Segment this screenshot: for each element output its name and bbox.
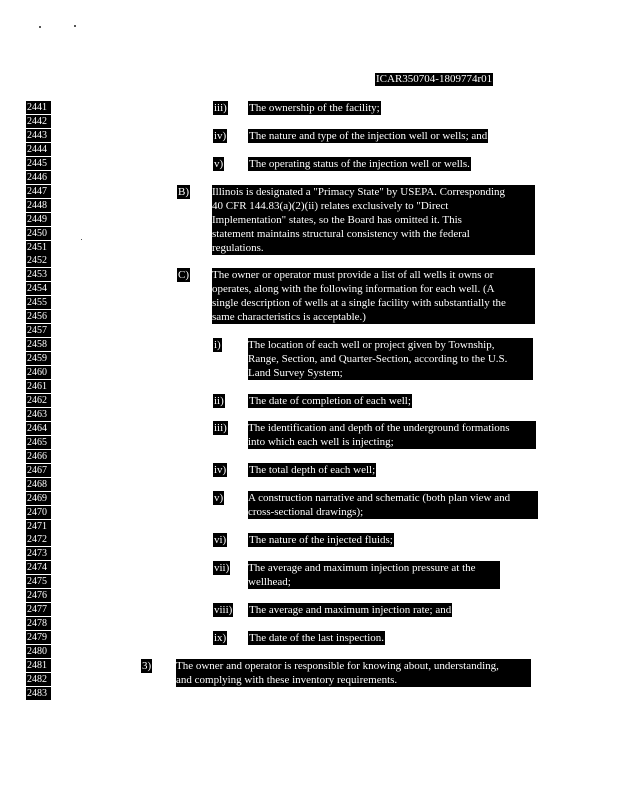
item-label: i) — [214, 339, 221, 351]
paragraph-line: wellhead; — [248, 576, 291, 588]
item-label: iii) — [214, 422, 227, 434]
line-number: 2473 — [26, 547, 51, 560]
item-label: B) — [178, 186, 189, 198]
paragraph-line: into which each well is injecting; — [248, 436, 394, 448]
line-number: 2442 — [26, 115, 51, 128]
line-number: 2453 — [26, 268, 51, 281]
line-number: 2462 — [26, 394, 51, 407]
item-text: The date of completion of each well; — [249, 395, 411, 407]
line-number: 2457 — [26, 324, 51, 337]
item-label: vii) — [214, 562, 230, 574]
paragraph-line: The owner or operator must provide a list of all wells it owns or — [212, 269, 494, 281]
paragraph-line: The identification and depth of the underground formations — [248, 422, 510, 434]
line-number: 2467 — [26, 464, 51, 477]
paragraph-line: Land Survey System; — [248, 367, 343, 379]
document-code-header: ICAR350704-1809774r01 — [376, 73, 493, 85]
paragraph-line: statement maintains structural consistency with the federal — [212, 228, 470, 240]
paragraph-line: same characteristics is acceptable.) — [212, 311, 366, 323]
item-text: The ownership of the facility; — [249, 102, 380, 114]
line-number: 2471 — [26, 520, 51, 533]
line-number: 2443 — [26, 129, 51, 142]
line-number: 2455 — [26, 296, 51, 309]
line-number: 2477 — [26, 603, 51, 616]
line-number: 2468 — [26, 478, 51, 491]
paragraph-line: A construction narrative and schematic (both plan view and — [248, 492, 511, 504]
item-label: vi) — [214, 534, 227, 546]
paragraph-line: operates, along with the following information for each well. (A — [212, 283, 495, 295]
line-number: 2469 — [26, 492, 51, 505]
line-number: 2459 — [26, 352, 51, 365]
paragraph-line: The owner and operator is responsible for knowing about, understanding, — [176, 660, 499, 672]
paragraph-line: Range, Section, and Quarter-Section, according to the U.S. — [248, 353, 508, 365]
item-label: iv) — [214, 130, 227, 142]
paragraph-line: Illinois is designated a "Primacy State" by USEPA. Corresponding — [212, 186, 506, 198]
item-text: The total depth of each well; — [249, 464, 376, 476]
scan-speck — [74, 25, 76, 27]
paragraph-c-i — [248, 338, 533, 380]
item-text: The nature of the injected fluids; — [249, 534, 393, 546]
line-number: 2481 — [26, 659, 51, 672]
line-number: 2470 — [26, 506, 51, 519]
paragraph-line: cross-sectional drawings); — [248, 506, 364, 518]
scan-speck — [81, 239, 82, 240]
line-number: 2446 — [26, 171, 51, 184]
line-number: 2456 — [26, 310, 51, 323]
paragraph-B — [212, 185, 535, 255]
item-text: The nature and type of the injection well or wells; and — [249, 130, 488, 142]
scan-speck — [39, 26, 41, 28]
paragraph-line: Implementation" states, so the Board has omitted it. This — [212, 214, 462, 226]
line-number: 2474 — [26, 561, 51, 574]
line-number: 2478 — [26, 617, 51, 630]
paragraph-line: The location of each well or project given by Township, — [248, 339, 495, 351]
item-text: The date of the last inspection. — [249, 632, 385, 644]
item-text: The operating status of the injection well or wells. — [249, 158, 470, 170]
line-number: 2458 — [26, 338, 51, 351]
item-label: 3) — [142, 660, 152, 672]
paragraph-line: 40 CFR 144.83(a)(2)(ii) relates exclusively to "Direct — [212, 200, 449, 212]
line-number: 2479 — [26, 631, 51, 644]
line-number: 2441 — [26, 101, 51, 114]
line-number: 2475 — [26, 575, 51, 588]
line-number: 2450 — [26, 227, 51, 240]
paragraph-c-vii — [248, 561, 500, 589]
line-number: 2464 — [26, 422, 51, 435]
line-number: 2482 — [26, 673, 51, 686]
line-number: 2461 — [26, 380, 51, 393]
paragraph-line: The average and maximum injection pressure at the — [248, 562, 476, 574]
line-number: 2451 — [26, 241, 51, 254]
line-number: 2449 — [26, 213, 51, 226]
item-label: ix) — [214, 632, 227, 644]
line-number: 2476 — [26, 589, 51, 602]
line-number: 2465 — [26, 436, 51, 449]
paragraph-line: regulations. — [212, 242, 264, 254]
line-number: 2472 — [26, 533, 51, 546]
line-number: 2466 — [26, 450, 51, 463]
item-label: iv) — [214, 464, 227, 476]
paragraph-3 — [176, 659, 531, 687]
line-number: 2483 — [26, 687, 51, 700]
item-text: The average and maximum injection rate; and — [249, 604, 452, 616]
line-number: 2460 — [26, 366, 51, 379]
line-number: 2463 — [26, 408, 51, 421]
item-label: C) — [178, 269, 189, 281]
paragraph-C — [212, 268, 535, 324]
line-number: 2445 — [26, 157, 51, 170]
paragraph-line: single description of wells at a single facility with substantially the — [212, 297, 506, 309]
item-label: viii) — [214, 604, 233, 616]
line-number: 2454 — [26, 282, 51, 295]
item-label: iii) — [214, 102, 227, 114]
line-number: 2452 — [26, 254, 51, 267]
paragraph-line: and complying with these inventory requirements. — [176, 674, 398, 686]
item-label: ii) — [214, 395, 224, 407]
line-number: 2444 — [26, 143, 51, 156]
item-label: v) — [214, 158, 224, 170]
line-number: 2447 — [26, 185, 51, 198]
line-number: 2480 — [26, 645, 51, 658]
line-number: 2448 — [26, 199, 51, 212]
paragraph-c-v — [248, 491, 538, 519]
paragraph-c-iii — [248, 421, 536, 449]
item-label: v) — [214, 492, 224, 504]
